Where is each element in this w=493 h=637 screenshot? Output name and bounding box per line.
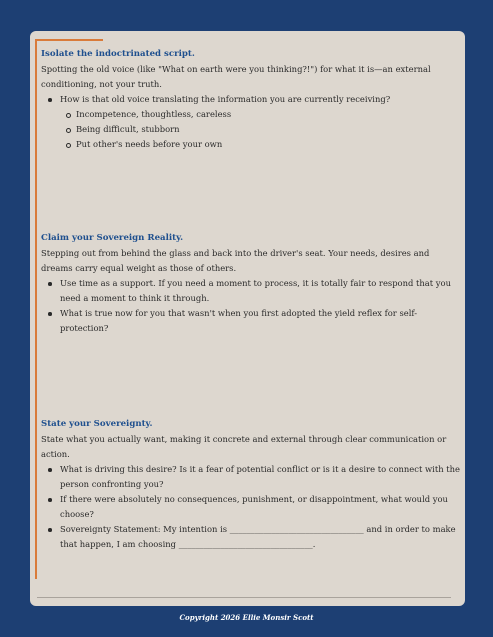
document-content (41, 47, 461, 552)
section-body: State what you actually want, making it concrete and external through clear communication or action. (41, 434, 447, 459)
list-item (58, 92, 461, 152)
list-item: Sovereignty Statement: My intention is ________________________________ and in order to make that happen, I am choosing ________________________________. (58, 522, 461, 552)
accent-line-top (35, 39, 103, 41)
section-isolate (41, 47, 461, 152)
sub-bullet-list (60, 107, 461, 152)
section-title: Claim your Sovereign Reality. (41, 233, 184, 243)
footer-divider (37, 597, 451, 598)
bullet-list (41, 462, 461, 552)
list-item: Use time as a support. If you need a moment to process, it is totally fair to respond that you need a moment to think it through. (58, 276, 461, 306)
list-item: If there were absolutely no consequences, punishment, or disappointment, what would you choose? (58, 492, 461, 522)
section-claim (41, 231, 461, 336)
copyright-text: Copyright 2026 Ellie Monsir Scott (179, 613, 314, 622)
section-state (41, 417, 461, 552)
section-title: State your Sovereignty. (41, 419, 153, 429)
list-item-text: How is that old voice translating the information you are currently receiving? (60, 94, 391, 104)
bullet-list (41, 276, 461, 336)
section-body: Stepping out from behind the glass and back into the driver's seat. Your needs, desires and dreams carry equal weight as those of others. (41, 248, 430, 273)
sub-list-item: Being difficult, stubborn (76, 122, 461, 137)
sub-list-item: Put other's needs before your own (76, 137, 461, 152)
sub-list-item: Incompetence, thoughtless, careless (76, 107, 461, 122)
section-body: Spotting the old voice (like "What on earth were you thinking?!") for what it is—an external conditioning, not your truth. (41, 64, 431, 89)
bullet-list (41, 92, 461, 152)
list-item: What is true now for you that wasn't when you first adopted the yield reflex for self-protection? (58, 306, 461, 336)
section-title: Isolate the indoctrinated script. (41, 49, 195, 59)
accent-line-left (35, 39, 37, 579)
list-item: What is driving this desire? Is it a fear of potential conflict or is it a desire to connect with the person confronting you? (58, 462, 461, 492)
